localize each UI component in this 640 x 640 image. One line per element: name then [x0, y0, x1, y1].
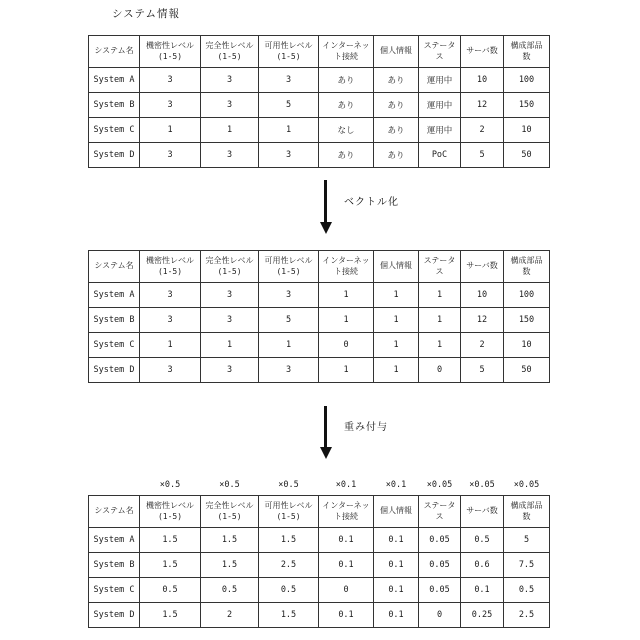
column-header: 構成部品 数 [504, 251, 550, 283]
table-cell: 1.5 [259, 528, 319, 553]
vectorize-arrow-line [324, 180, 327, 223]
table-cell: 7.5 [504, 553, 550, 578]
weight-value: ×0.5 [278, 479, 299, 490]
row-label: System B [89, 93, 140, 118]
vectorize-arrow-label: ベクトル化 [344, 197, 399, 208]
table-cell: 50 [504, 358, 550, 383]
row-label: System A [89, 283, 140, 308]
table-row [89, 118, 550, 143]
column-header: 機密性レベル (1-5) [140, 251, 201, 283]
table-cell: 0.05 [419, 553, 461, 578]
table-cell: 1.5 [201, 553, 259, 578]
column-header: サーバ数 [461, 36, 504, 68]
table-cell: 0.6 [461, 553, 504, 578]
table-row [89, 578, 550, 603]
table-row [89, 528, 550, 553]
row-label: System D [89, 143, 140, 168]
table-cell: 1 [419, 333, 461, 358]
table-cell: 0.05 [419, 578, 461, 603]
table-row [89, 143, 550, 168]
column-header: 構成部品 数 [504, 36, 550, 68]
table-cell: 0.5 [140, 578, 201, 603]
weight-value: ×0.05 [426, 479, 453, 490]
weight-cell-blank [89, 474, 140, 496]
table-cell: 運用中 [419, 68, 461, 93]
table-cell: 0 [319, 333, 374, 358]
column-header: ステータ ス [419, 496, 461, 528]
table-cell: 1 [319, 358, 374, 383]
table-cell: 3 [201, 283, 259, 308]
table-cell: 5 [259, 308, 319, 333]
table-cell: 0.1 [374, 603, 419, 628]
table-cell: 3 [140, 143, 201, 168]
table-cell: 0.1 [374, 553, 419, 578]
vectorize-arrow-head-icon [320, 222, 332, 234]
table-cell: 0 [419, 603, 461, 628]
weight-value: ×0.1 [385, 479, 407, 490]
column-header: 個人情報 [374, 496, 419, 528]
table-cell: 10 [461, 68, 504, 93]
header-row [89, 251, 550, 283]
table-cell: あり [319, 143, 374, 168]
table-row [89, 553, 550, 578]
row-label: System B [89, 553, 140, 578]
table-cell: 0.5 [259, 578, 319, 603]
table-cell: あり [319, 93, 374, 118]
table-cell: 1 [259, 333, 319, 358]
header-row [89, 496, 550, 528]
weight-value: ×0.5 [159, 479, 181, 490]
table-cell: 12 [461, 308, 504, 333]
weights-row [89, 474, 550, 496]
weight-value: ×0.05 [513, 479, 540, 490]
table-cell: あり [374, 68, 419, 93]
table-cell: 150 [504, 308, 550, 333]
header-row [89, 36, 550, 68]
row-label: System A [89, 528, 140, 553]
table-row [89, 283, 550, 308]
column-header: システム名 [89, 496, 140, 528]
column-header: 個人情報 [374, 251, 419, 283]
table-cell: 1 [374, 283, 419, 308]
vectorized-table [88, 250, 550, 383]
system-info-table [88, 35, 550, 168]
weight-value: ×0.5 [219, 479, 240, 490]
page-title: システム情報 [112, 8, 180, 20]
table-cell: 1 [419, 308, 461, 333]
row-label: System C [89, 333, 140, 358]
row-label: System C [89, 578, 140, 603]
table-cell: 運用中 [419, 118, 461, 143]
table-cell: 0.5 [201, 578, 259, 603]
table-row [89, 93, 550, 118]
table-cell: 1.5 [140, 603, 201, 628]
column-header: 完全性レベル (1-5) [201, 251, 259, 283]
table-cell: 1 [374, 333, 419, 358]
table-cell: 1.5 [140, 553, 201, 578]
table-cell: 3 [140, 93, 201, 118]
column-header: インターネッ ト接続 [319, 251, 374, 283]
table-cell: 3 [259, 143, 319, 168]
column-header: サーバ数 [461, 251, 504, 283]
column-header: サーバ数 [461, 496, 504, 528]
table-cell: 0.05 [419, 528, 461, 553]
table-cell: 0.1 [374, 528, 419, 553]
column-header: 完全性レベル (1-5) [201, 496, 259, 528]
table-cell: あり [319, 68, 374, 93]
table-cell: 0.5 [504, 578, 550, 603]
table-cell: 0.25 [461, 603, 504, 628]
row-label: System D [89, 603, 140, 628]
table-cell: 0.1 [319, 603, 374, 628]
table-cell: 100 [504, 68, 550, 93]
table-cell: 2 [461, 118, 504, 143]
column-header: 可用性レベル (1-5) [259, 496, 319, 528]
table-cell: 3 [201, 358, 259, 383]
table-cell: 5 [259, 93, 319, 118]
table-cell: 1 [201, 118, 259, 143]
table-cell: 12 [461, 93, 504, 118]
weighting-arrow-head-icon [320, 447, 332, 459]
table-cell: 3 [140, 283, 201, 308]
table-cell: 1 [140, 333, 201, 358]
weighting-arrow-line [324, 406, 327, 448]
table-cell: 5 [504, 528, 550, 553]
table-cell: 10 [504, 333, 550, 358]
weight-value: ×0.1 [335, 479, 357, 490]
table-cell: 1 [374, 358, 419, 383]
column-header: 可用性レベル (1-5) [259, 36, 319, 68]
column-header: システム名 [89, 36, 140, 68]
row-label: System C [89, 118, 140, 143]
weighted-table [88, 474, 550, 628]
row-label: System B [89, 308, 140, 333]
table-cell: 3 [259, 68, 319, 93]
table-cell: 0.1 [374, 578, 419, 603]
table-cell: 1 [319, 283, 374, 308]
table-cell: 3 [140, 358, 201, 383]
table-cell: 1.5 [259, 603, 319, 628]
table-row [89, 308, 550, 333]
column-header: ステータ ス [419, 36, 461, 68]
table-cell: 3 [201, 308, 259, 333]
table-cell: 1 [201, 333, 259, 358]
row-label: System A [89, 68, 140, 93]
table-cell: 1 [140, 118, 201, 143]
table-cell: なし [319, 118, 374, 143]
table-cell: 2.5 [259, 553, 319, 578]
column-header: 可用性レベル (1-5) [259, 251, 319, 283]
table-cell: 3 [201, 68, 259, 93]
table-cell: 50 [504, 143, 550, 168]
table-cell: 0.1 [319, 528, 374, 553]
table-cell: 0 [319, 578, 374, 603]
table-row [89, 68, 550, 93]
table-cell: 2 [461, 333, 504, 358]
table-row [89, 333, 550, 358]
table-cell: 5 [461, 358, 504, 383]
table-cell: 5 [461, 143, 504, 168]
table-cell: 2 [201, 603, 259, 628]
table-cell: 0.5 [461, 528, 504, 553]
table-cell: 1 [374, 308, 419, 333]
table-cell: 1 [419, 283, 461, 308]
table-cell: 3 [140, 68, 201, 93]
table-cell: あり [374, 118, 419, 143]
column-header: インターネッ ト接続 [319, 496, 374, 528]
weighting-arrow-label: 重み付与 [344, 422, 388, 433]
column-header: 機密性レベル (1-5) [140, 496, 201, 528]
table-cell: 3 [259, 283, 319, 308]
column-header: 機密性レベル (1-5) [140, 36, 201, 68]
column-header: ステータ ス [419, 251, 461, 283]
table-cell: 3 [140, 308, 201, 333]
table-row [89, 358, 550, 383]
table-cell: 10 [461, 283, 504, 308]
column-header: システム名 [89, 251, 140, 283]
table-cell: 3 [259, 358, 319, 383]
table-cell: 2.5 [504, 603, 550, 628]
table-cell: あり [374, 93, 419, 118]
column-header: 完全性レベル (1-5) [201, 36, 259, 68]
table-cell: 10 [504, 118, 550, 143]
column-header: 構成部品 数 [504, 496, 550, 528]
weight-value: ×0.05 [469, 479, 495, 490]
table-cell: 1 [319, 308, 374, 333]
column-header: インターネッ ト接続 [319, 36, 374, 68]
table-row [89, 603, 550, 628]
table-cell: 0 [419, 358, 461, 383]
table-cell: 1 [259, 118, 319, 143]
table-cell: 1.5 [140, 528, 201, 553]
table-cell: 3 [201, 93, 259, 118]
table-cell: 運用中 [419, 93, 461, 118]
table-cell: PoC [419, 143, 461, 168]
table-cell: あり [374, 143, 419, 168]
table-cell: 1.5 [201, 528, 259, 553]
row-label: System D [89, 358, 140, 383]
table-cell: 0.1 [461, 578, 504, 603]
table-cell: 0.1 [319, 553, 374, 578]
column-header: 個人情報 [374, 36, 419, 68]
table-cell: 100 [504, 283, 550, 308]
table-cell: 150 [504, 93, 550, 118]
table-cell: 3 [201, 143, 259, 168]
